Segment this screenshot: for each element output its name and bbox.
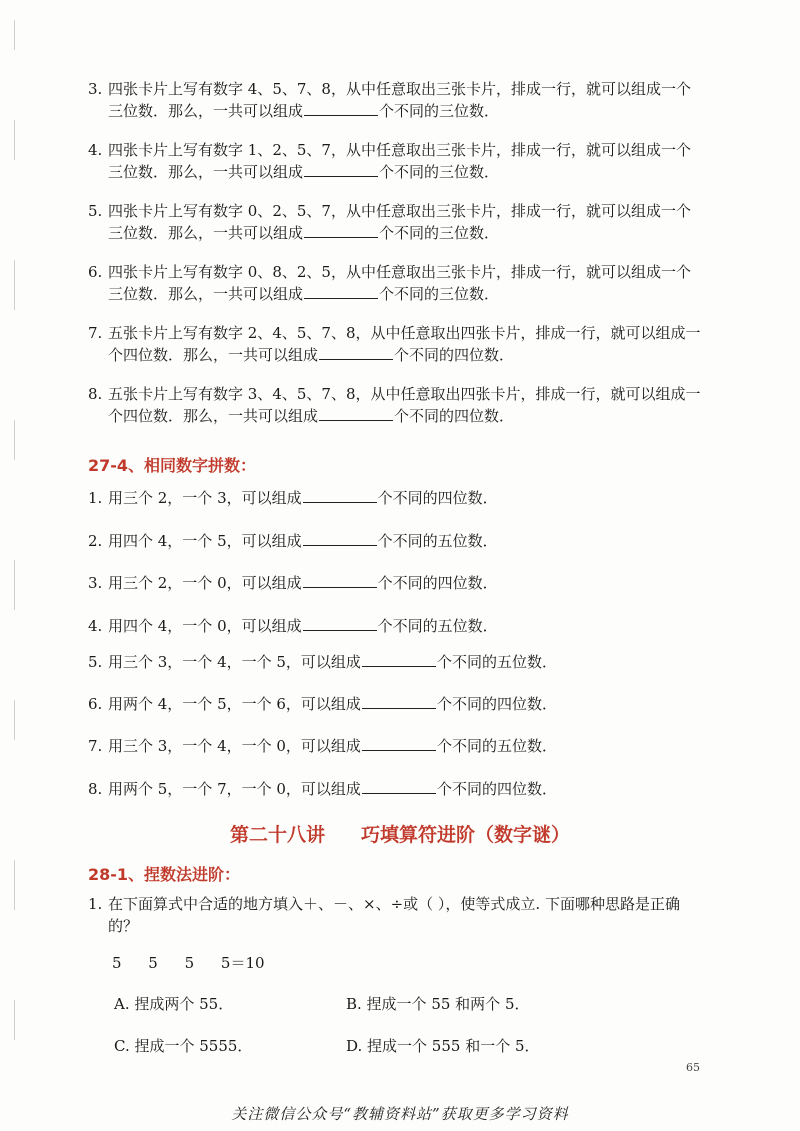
- question-27-4-1: 1. 用三个 2，一个 3，可以组成 个不同的四位数．: [88, 489, 498, 507]
- option-a[interactable]: A. 捏成两个 55．: [114, 995, 234, 1013]
- answer-blank[interactable]: [304, 101, 378, 116]
- question-5: 5. 四张卡片上写有数字 0、2、5、7，从中任意取出三张卡片，排成一行，就可以组成一个 三位数．那么，一共可以组成 个不同的三位数．: [88, 202, 691, 242]
- section-heading-27-4: 27-4、相同数字拼数：: [88, 456, 257, 475]
- answer-blank[interactable]: [303, 573, 377, 588]
- section-heading-28-1: 28-1、捏数法进阶：: [88, 865, 241, 884]
- question-7: 7. 五张卡片上写有数字 2、4、5、7、8，从中任意取出四张卡片，排成一行，就可以组成一 个四位数．那么，一共可以组成 个不同的四位数．: [88, 324, 701, 364]
- lecture-title: 第二十八讲 巧填算符进阶（数字谜）: [229, 824, 571, 846]
- answer-blank[interactable]: [362, 652, 436, 667]
- question-27-4-5: 5. 用三个 3，一个 4，一个 5，可以组成 个不同的五位数．: [88, 653, 557, 671]
- option-b[interactable]: B. 捏成一个 55 和两个 5．: [346, 995, 530, 1013]
- question-4: 4. 四张卡片上写有数字 1、2、5、7，从中任意取出三张卡片，排成一行，就可以组成一个 三位数．那么，一共可以组成 个不同的三位数．: [88, 141, 691, 181]
- question-27-4-6: 6. 用两个 4，一个 5，一个 6，可以组成 个不同的四位数．: [88, 695, 557, 713]
- answer-blank[interactable]: [304, 284, 378, 299]
- answer-blank[interactable]: [303, 488, 377, 503]
- answer-blank[interactable]: [303, 616, 377, 631]
- question-28-1-1: 1. 在下面算式中合适的地方填入＋、－、×、÷或（ ），使等式成立. 下面哪种思路是正确 的？: [88, 895, 680, 935]
- question-3: 3. 四张卡片上写有数字 4、5、7、8，从中任意取出三张卡片，排成一行，就可以组成一个 三位数．那么，一共可以组成 个不同的三位数．: [88, 80, 691, 120]
- footer-note: 关注微信公众号“教辅资料站”获取更多学习资料: [231, 1105, 569, 1123]
- question-27-4-4: 4. 用四个 4，一个 0，可以组成 个不同的五位数．: [88, 617, 498, 635]
- question-8: 8. 五张卡片上写有数字 3、4、5、7、8，从中任意取出四张卡片，排成一行，就可以组成一 个四位数．那么，一共可以组成 个不同的四位数．: [88, 385, 701, 425]
- answer-blank[interactable]: [362, 694, 436, 709]
- answer-blank[interactable]: [304, 162, 378, 177]
- option-d[interactable]: D. 捏成一个 555 和一个 5．: [346, 1037, 540, 1055]
- answer-blank[interactable]: [319, 406, 393, 421]
- question-27-4-7: 7. 用三个 3，一个 4，一个 0，可以组成 个不同的五位数．: [88, 737, 557, 755]
- option-c[interactable]: C. 捏成一个 5555．: [114, 1037, 253, 1055]
- answer-blank[interactable]: [362, 736, 436, 751]
- answer-blank[interactable]: [303, 531, 377, 546]
- question-6: 6. 四张卡片上写有数字 0、8、2、5，从中任意取出三张卡片，排成一行，就可以组成一个 三位数．那么，一共可以组成 个不同的三位数．: [88, 263, 691, 303]
- answer-blank[interactable]: [304, 223, 378, 238]
- answer-blank[interactable]: [319, 345, 393, 360]
- question-27-4-2: 2. 用四个 4，一个 5，可以组成 个不同的五位数．: [88, 532, 498, 550]
- answer-blank[interactable]: [362, 779, 436, 794]
- question-27-4-8: 8. 用两个 5，一个 7，一个 0，可以组成 个不同的四位数．: [88, 780, 557, 798]
- page-number: 65: [686, 1061, 700, 1074]
- equation: 5 5 5 5＝10: [112, 954, 265, 972]
- page-binding-edge: [14, 0, 20, 1131]
- question-27-4-3: 3. 用三个 2，一个 0，可以组成 个不同的四位数．: [88, 574, 498, 592]
